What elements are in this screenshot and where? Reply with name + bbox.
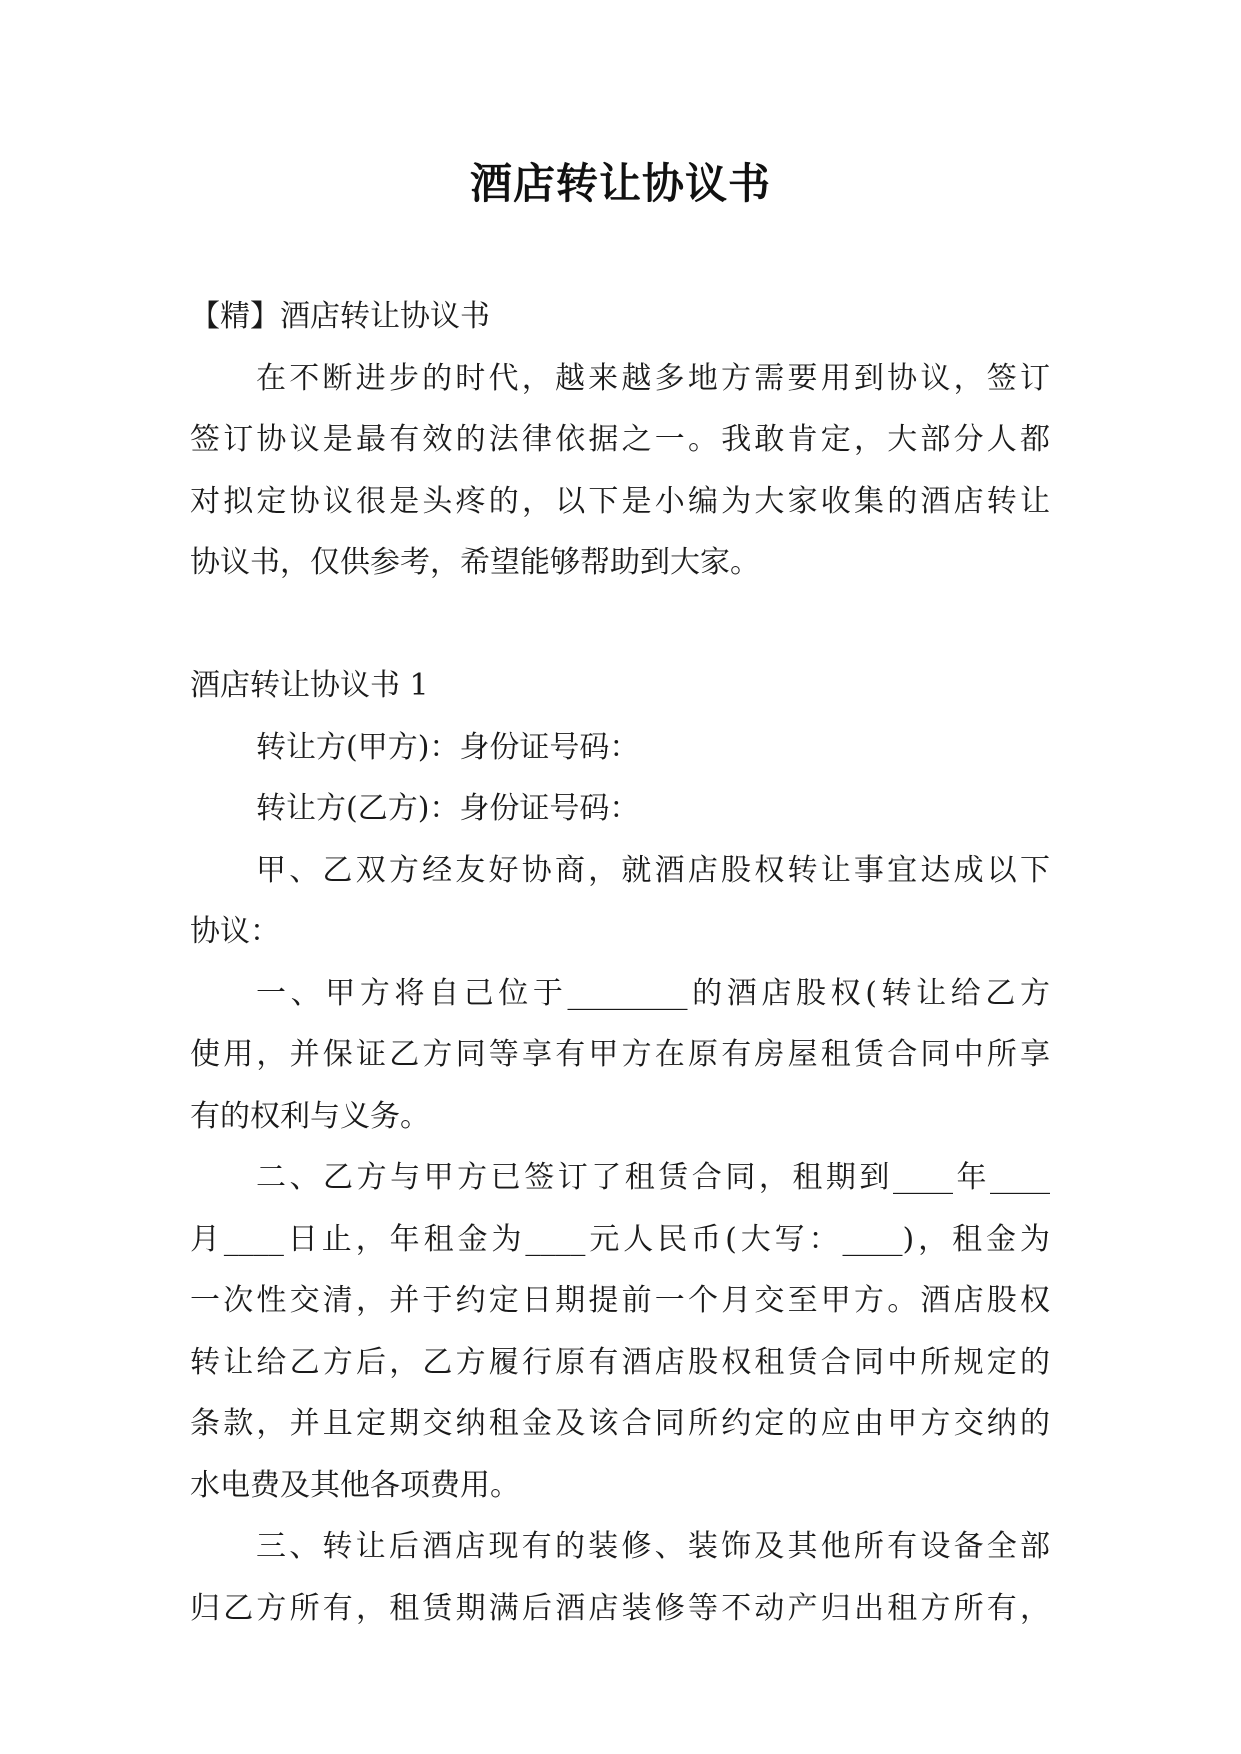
paragraph-line: 签订协议是最有效的法律依据之一。我敢肯定，大部分人都 xyxy=(190,422,1050,457)
party-a-line: 转让方(甲方)：身份证号码： xyxy=(256,729,640,765)
clause-line: 使用，并保证乙方同等享有甲方在原有房屋租赁合同中所享 xyxy=(190,1037,1050,1072)
clause-line: 有的权利与义务。 xyxy=(190,1098,430,1134)
document-title: 酒店转让协议书 xyxy=(469,159,771,208)
clause-line: 二、乙方与甲方已签订了租赁合同，租期到____年____ xyxy=(256,1160,1050,1195)
paragraph-line: 协议： xyxy=(190,914,280,949)
clause-line: 水电费及其他各项费用。 xyxy=(190,1467,520,1503)
document-body xyxy=(190,286,1050,1639)
paragraph-line: 在不断进步的时代，越来越多地方需要用到协议，签订 xyxy=(256,360,1050,396)
clause-line: 一、甲方将自己位于________的酒店股权(转让给乙方 xyxy=(256,975,1050,1011)
subtitle-line: 【精】酒店转让协议书 xyxy=(190,299,490,334)
clause-line: 条款，并且定期交纳租金及该合同所约定的应由甲方交纳的 xyxy=(190,1406,1050,1441)
clause-line: 三、转让后酒店现有的装修、装饰及其他所有设备全部 xyxy=(256,1529,1050,1564)
clause-line: 一次性交清，并于约定日期提前一个月交至甲方。酒店股权 xyxy=(190,1283,1050,1318)
party-b-line: 转让方(乙方)：身份证号码： xyxy=(256,791,640,826)
paragraph-line: 甲、乙双方经友好协商，就酒店股权转让事宜达成以下 xyxy=(256,852,1050,888)
clause-line: 归乙方所有，租赁期满后酒店装修等不动产归出租方所有， xyxy=(190,1590,1050,1626)
clause-line: 转让给乙方后，乙方履行原有酒店股权租赁合同中所规定的 xyxy=(190,1344,1050,1380)
clause-line: 月____日止，年租金为____元人民币(大写：____)，租金为 xyxy=(190,1221,1050,1257)
section-heading: 酒店转让协议书 1 xyxy=(190,668,429,703)
blank-line xyxy=(190,594,1050,656)
paragraph-line: 协议书，仅供参考，希望能够帮助到大家。 xyxy=(190,545,760,580)
paragraph-line: 对拟定协议很是头疼的，以下是小编为大家收集的酒店转让 xyxy=(190,483,1050,519)
